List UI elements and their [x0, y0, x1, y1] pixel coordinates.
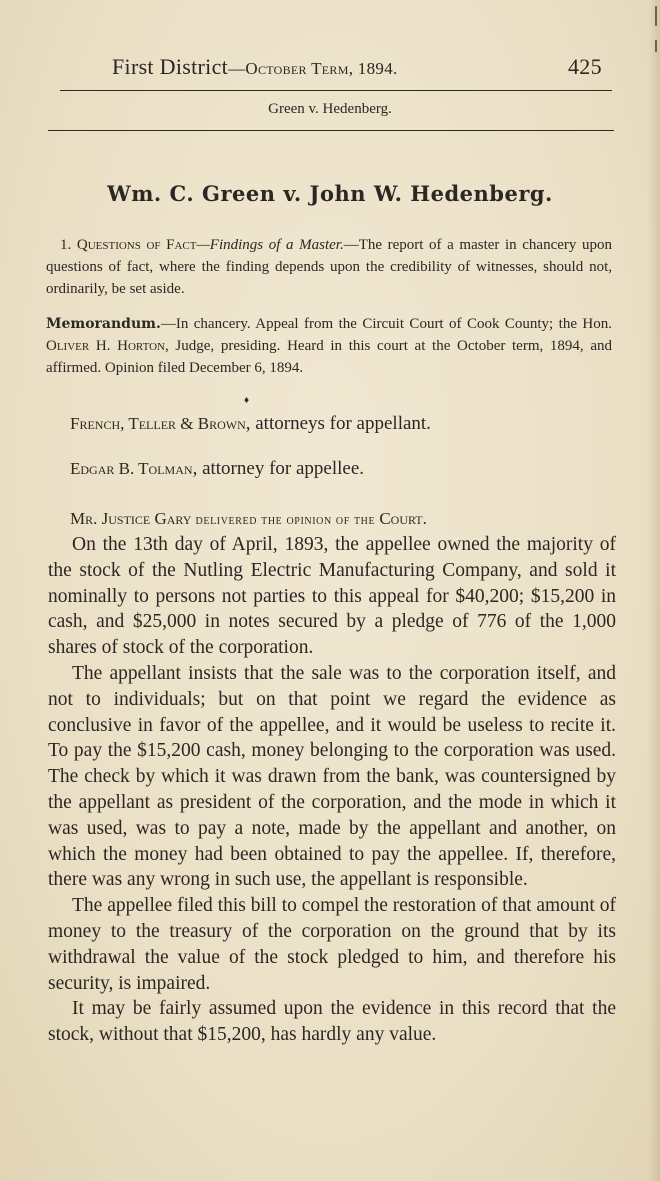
- running-head: Green v. Hedenberg.: [268, 101, 392, 117]
- appellee-attorney: Edgar B. Tolman: [70, 459, 193, 478]
- case-title: Wm. C. Green v. John W. Hedenberg.: [107, 181, 553, 206]
- headnote-text: —The report of a master in chancery upon questions of fact, where the finding depends upon the credibility of witnesses, should not, ordinarily, be set aside.: [46, 237, 612, 297]
- page-edge-shadow: [648, 0, 660, 1181]
- opinion-paragraph: On the 13th day of April, 1893, the appellee owned the majority of the stock of the Nutling Electric Manufacturing Company, and sold it nominally to persons not parties to this appeal for $40,200; $15,200 in cash, and $25,000 in notes secured by a pledge of 776 of the 1,000 shares of stock of the corporation.: [48, 534, 616, 659]
- opinion-paragraph: The appellant insists that the sale was to the corporation itself, and not to individuals; but on that point we regard the evidence as conclusive in favor of the appellee, and it would be useless to recite it. To pay the $15,200 cash, money belonging to the corporation was used. The check by which it was drawn from the bank, was countersigned by the appellant as president of the corporation, and the mode in which it was used, was to pay a note, made by the appellant and another, on which the money had been obtained to pay the appellee. If, therefore, there was any wrong in such use, the appellant is responsible.: [48, 662, 616, 891]
- header-rule-bottom: [48, 130, 614, 131]
- memorandum: Memorandum.—In chancery. Appeal from the Circuit Court of Cook County; the Hon. Oliver H. Horton, Judge, presiding. Heard in this court at the October term, 1894, and affirmed. Opinion filed December 6, 1894.: [46, 316, 612, 376]
- judge-name: Oliver H. Horton: [46, 338, 165, 354]
- appellant-attorneys: French, Teller & Brown: [70, 414, 246, 433]
- edge-mark: [655, 40, 657, 52]
- headnote-number: 1.: [60, 237, 72, 253]
- headnote: [46, 234, 612, 300]
- opinion-paragraph: The appellee filed this bill to compel the restoration of that amount of money to the treasury of the corporation on the ground that by its withdrawal the value of the stock pledged to him, and therefore his security, is impaired.: [48, 895, 616, 994]
- headnote-topic: Questions of Fact: [76, 237, 197, 253]
- header-title: First District—October Term, 1894.: [112, 54, 398, 79]
- appellee-counsel: Edgar B. Tolman, attorney for appellee.: [70, 458, 365, 479]
- justice-name: Mr. Justice Gary: [70, 509, 192, 528]
- ornament-dot: ♦: [244, 395, 250, 406]
- appellant-counsel: French, Teller & Brown, attorneys for appellant.: [70, 413, 431, 434]
- opinion-heading: Mr. Justice Gary delivered the opinion of the Court.: [70, 509, 427, 528]
- opinion-paragraph: It may be fairly assumed upon the evidence in this record that the stock, without that $15,200, has hardly any value.: [48, 998, 616, 1046]
- page-number: 425: [568, 54, 602, 79]
- edge-mark: [655, 6, 657, 26]
- headnote-subtopic: —Findings of a Master.: [196, 237, 344, 253]
- memorandum-label: Memorandum.: [46, 316, 161, 332]
- opinion-body: [48, 532, 616, 1048]
- header-rule-top: [60, 90, 612, 91]
